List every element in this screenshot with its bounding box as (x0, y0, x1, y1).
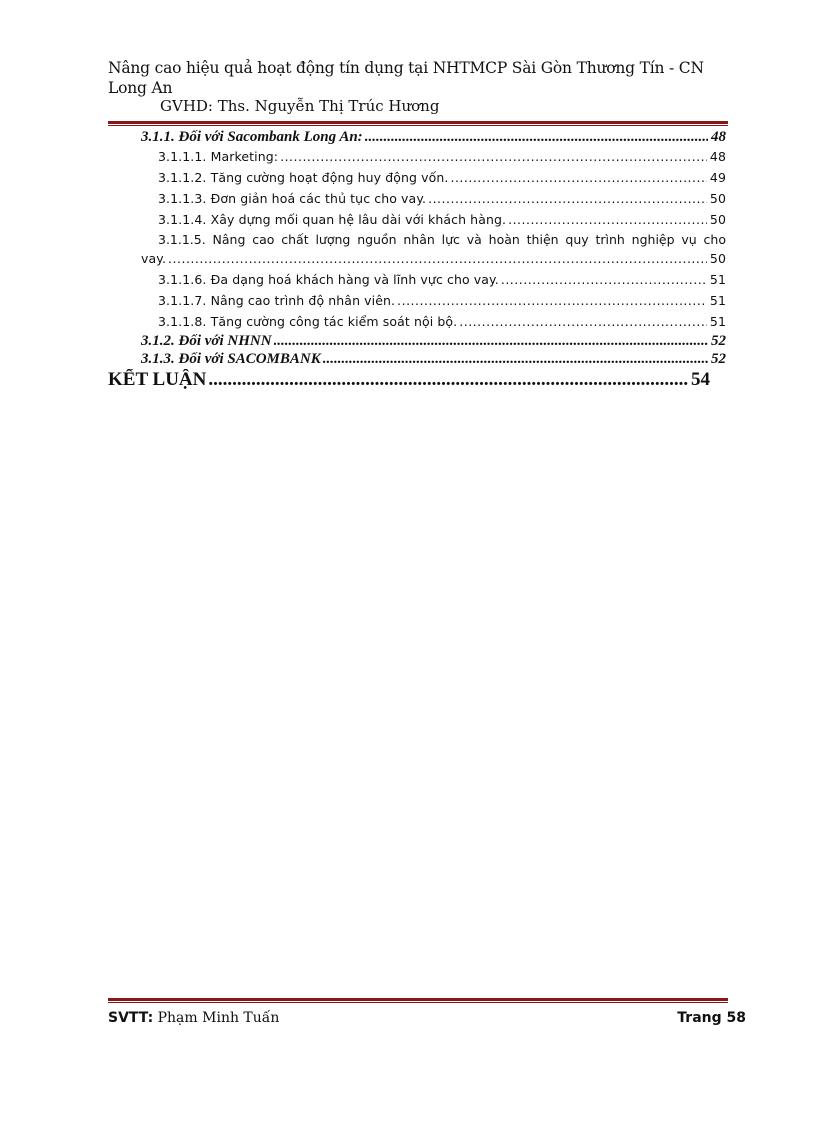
toc-page-number: 50 (709, 212, 726, 227)
toc-page-number: 48 (709, 149, 726, 164)
toc-entry-3-1-1-7[interactable] (158, 293, 726, 308)
toc-leader (397, 293, 707, 308)
toc-page-number: 51 (709, 293, 726, 308)
toc-leader (274, 333, 708, 350)
toc-entry-3-1-2[interactable] (141, 333, 726, 350)
toc-label: 3.1.1.4. Xây dựng mối quan hệ lâu dài với khách hàng. (158, 212, 507, 227)
toc-label: 3.1.1. Đối với Sacombank Long An: (141, 129, 363, 145)
toc-entry-3-1-1-4[interactable] (158, 212, 726, 227)
toc-label: vay. (141, 251, 167, 266)
toc-label: 3.1.3. Đối với SACOMBANK (141, 351, 321, 367)
footer-page-number: Trang 58 (677, 1010, 746, 1026)
toc-entry-3-1-1-3[interactable] (158, 191, 726, 206)
header-advisor: GVHD: Ths. Nguyễn Thị Trúc Hương (160, 97, 440, 115)
toc-entry-3-1-3[interactable] (141, 351, 726, 368)
toc-page-number: 50 (709, 251, 726, 266)
toc-page-number: 50 (709, 191, 726, 206)
toc-leader (365, 129, 708, 146)
toc-entry-3-1-1-8[interactable] (158, 314, 726, 329)
footer-student-name: Phạm Minh Tuấn (157, 1010, 280, 1026)
toc-label: 3.1.1.7. Nâng cao trình độ nhân viên. (158, 293, 396, 308)
toc-leader (501, 272, 707, 287)
toc-entry-ket-luan[interactable] (108, 369, 710, 391)
toc-label: KẾT LUẬN (108, 369, 207, 390)
toc-entry-3-1-1[interactable] (141, 129, 726, 146)
toc-page-number: 49 (709, 170, 726, 185)
toc-leader (280, 149, 707, 164)
toc-entry-3-1-1-1[interactable] (158, 149, 726, 164)
toc-entry-3-1-1-5-line2[interactable] (141, 251, 726, 266)
toc-entry-3-1-1-2[interactable] (158, 170, 726, 185)
footer-student-label: SVTT: (108, 1010, 154, 1026)
toc-leader (428, 191, 707, 206)
toc-label: 3.1.1.1. Marketing: (158, 149, 279, 164)
toc-label: 3.1.2. Đối với NHNN (141, 333, 272, 349)
toc-leader (168, 251, 707, 266)
header-title: Nâng cao hiệu quả hoạt động tín dụng tại NHTMCP Sài Gòn Thương Tín - CN Long An (108, 59, 704, 97)
toc-page-number: 52 (711, 333, 726, 349)
toc-entry-3-1-1-5-line1[interactable]: 3.1.1.5. Nâng cao chất lượng nguồn nhân lực và hoàn thiện quy trình nghiệp vụ cho (158, 232, 726, 247)
toc-label: 3.1.1.3. Đơn giản hoá các thủ tục cho vay. (158, 191, 427, 206)
toc-label: 3.1.1.6. Đa dạng hoá khách hàng và lĩnh vực cho vay. (158, 272, 499, 287)
toc-leader (459, 314, 707, 329)
toc-leader (323, 351, 708, 368)
toc-entry-3-1-1-6[interactable] (158, 272, 726, 287)
toc-page-number: 51 (709, 272, 726, 287)
toc-leader (208, 369, 688, 391)
toc-page-number: 51 (709, 314, 726, 329)
footer-student (108, 1010, 279, 1026)
toc-page-number: 52 (711, 351, 726, 367)
toc-page-number: 54 (691, 369, 710, 390)
toc-label: 3.1.1.8. Tăng cường công tác kiểm soát nội bộ. (158, 314, 458, 329)
toc-leader (508, 212, 707, 227)
toc-page-number: 48 (711, 129, 726, 145)
header-divider (108, 121, 728, 126)
toc-label: 3.1.1.2. Tăng cường hoạt động huy động vốn. (158, 170, 449, 185)
footer-divider (108, 998, 728, 1003)
toc-leader (450, 170, 706, 185)
